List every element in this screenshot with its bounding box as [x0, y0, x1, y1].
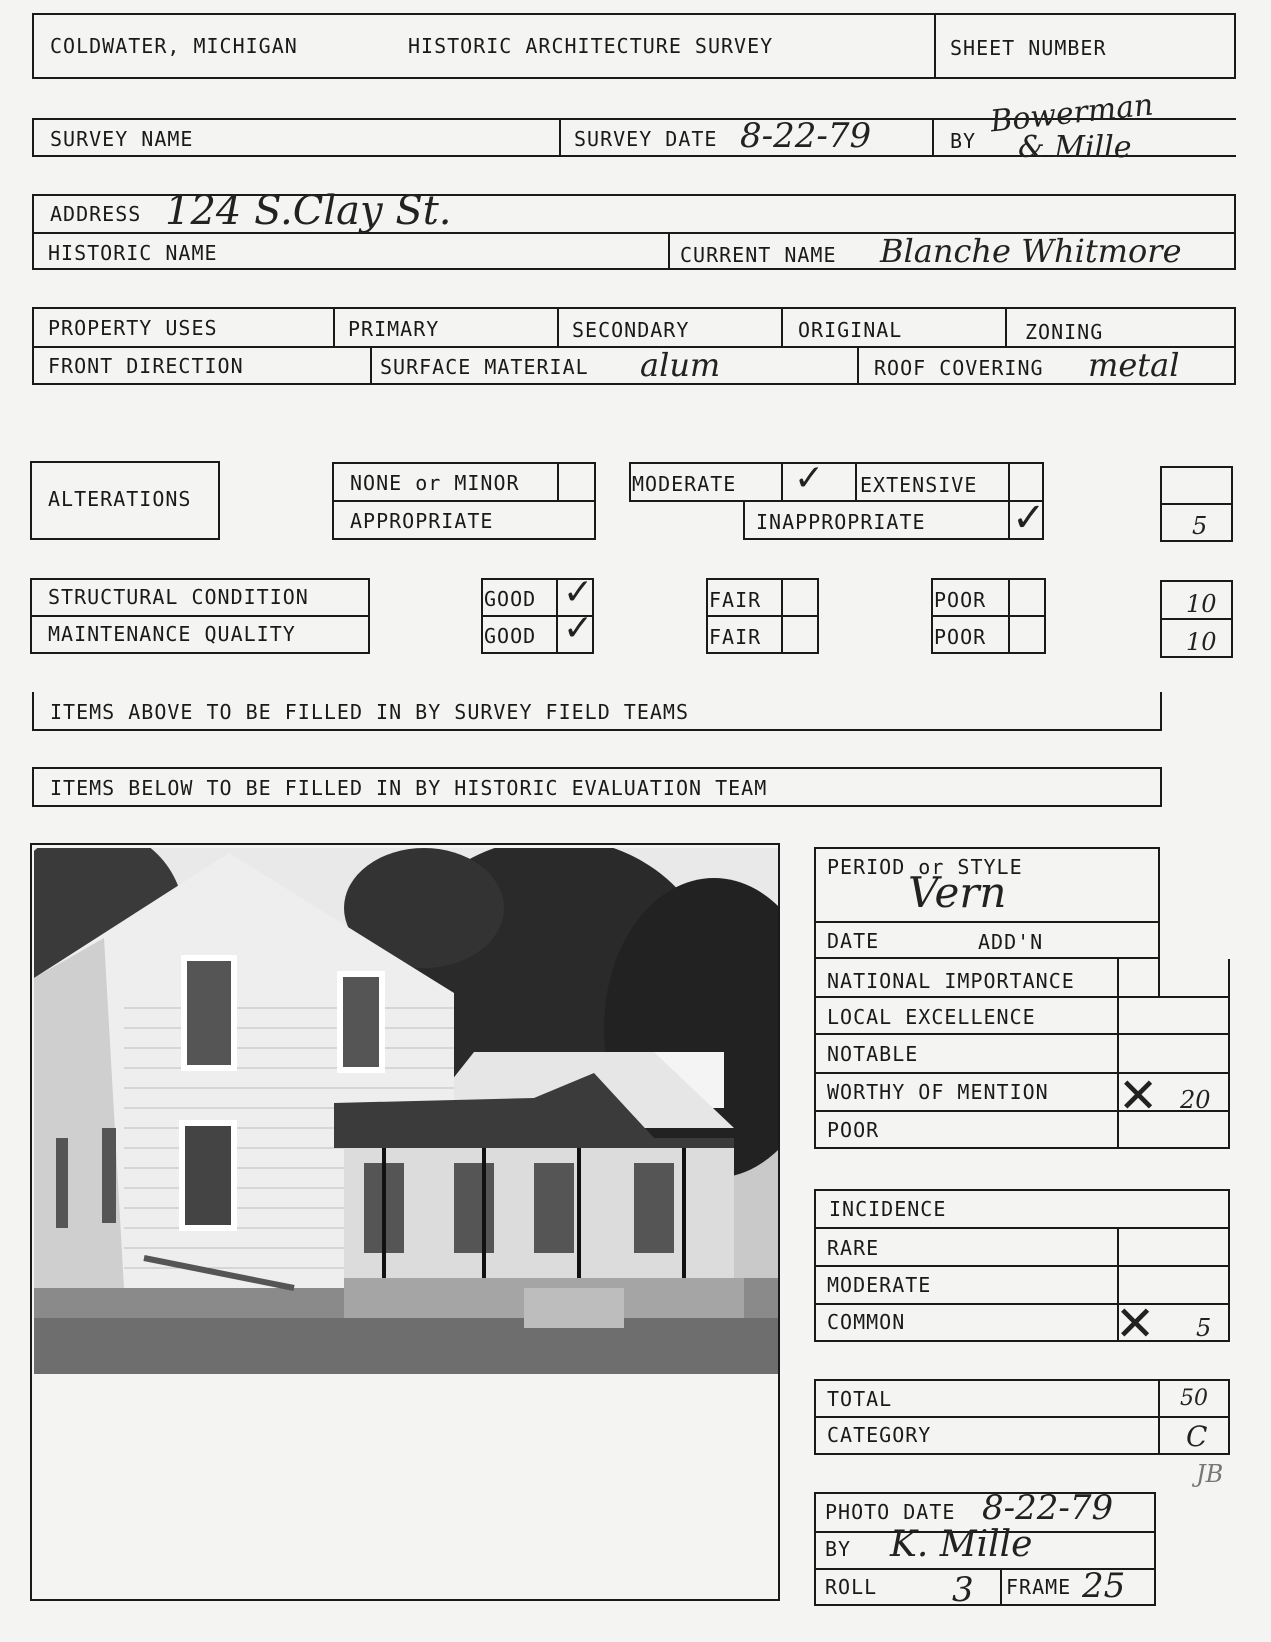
- notable-label: NOTABLE: [827, 1042, 919, 1066]
- extensive-label: EXTENSIVE: [860, 473, 978, 497]
- current-name-value: Blanche Whitmore: [880, 232, 1182, 270]
- imp-v2: [1158, 959, 1160, 996]
- maintenance-poor-label: POOR: [934, 625, 987, 649]
- roll-label: ROLL: [825, 1575, 878, 1599]
- pi-v: [1000, 1568, 1002, 1606]
- worthy-of-mention-label: WORTHY OF MENTION: [827, 1080, 1049, 1104]
- current-name-label: CURRENT NAME: [680, 243, 837, 267]
- property-divider: [32, 346, 1236, 348]
- cond-score-h: [1160, 618, 1233, 620]
- evaluation-note: ITEMS BELOW TO BE FILLED IN BY HISTORIC EVALUATION TEAM: [50, 776, 768, 800]
- photo-date-label: PHOTO DATE: [825, 1500, 956, 1524]
- alteration-score: 5: [1192, 512, 1208, 540]
- structural-condition-label: STRUCTURAL CONDITION: [48, 585, 309, 609]
- photographer-name: K. Mille: [890, 1524, 1033, 1565]
- header-divider: [934, 13, 936, 79]
- structural-score: 10: [1186, 590, 1217, 618]
- local-excellence-label: LOCAL EXCELLENCE: [827, 1005, 1036, 1029]
- structural-good-label: GOOD: [484, 587, 537, 611]
- structural-good-check: ✓: [563, 572, 594, 613]
- structural-poor-label: POOR: [934, 588, 987, 612]
- national-importance-label: NATIONAL IMPORTANCE: [827, 969, 1075, 993]
- inc-h2: [814, 1265, 1230, 1267]
- inappropriate-check: ✓: [1012, 495, 1046, 541]
- maintenance-score: 10: [1186, 628, 1217, 656]
- prop-div-4: [1005, 307, 1007, 346]
- front-direction-label: FRONT DIRECTION: [48, 354, 244, 378]
- alterations-label: ALTERATIONS: [48, 487, 192, 511]
- inappropriate-label: INAPPROPRIATE: [756, 510, 926, 534]
- common-label: COMMON: [827, 1310, 906, 1334]
- worthy-of-mention-mark: ✕: [1118, 1068, 1159, 1124]
- alt-mod-v3: [1008, 462, 1010, 502]
- roof-covering-label: ROOF COVERING: [874, 356, 1044, 380]
- address-value: 124 S.Clay St.: [165, 188, 452, 234]
- imp-h2: [814, 1033, 1230, 1035]
- evaluator-initials: JB: [1196, 1460, 1224, 1488]
- surveyor-name-2: & Mille: [1018, 130, 1132, 165]
- common-mark: ✕: [1115, 1296, 1156, 1352]
- fair-v: [781, 578, 783, 654]
- original-label: ORIGINAL: [798, 318, 903, 342]
- rare-label: RARE: [827, 1236, 880, 1260]
- inc-h1: [814, 1227, 1230, 1229]
- category-value: C: [1186, 1420, 1208, 1453]
- roll-value: 3: [952, 1570, 974, 1610]
- alt-grid-h: [332, 500, 596, 502]
- prop-div-3: [781, 307, 783, 346]
- maintenance-fair-label: FAIR: [709, 625, 762, 649]
- poor-v: [1008, 578, 1010, 654]
- zoning-label: ZONING: [1025, 320, 1104, 344]
- date-label: DATE: [827, 929, 880, 953]
- inc-h3: [814, 1303, 1230, 1305]
- alt-mod-v2: [855, 462, 857, 502]
- imp-h3: [814, 1072, 1230, 1074]
- fair-h: [706, 615, 819, 617]
- imp-h4: [814, 1110, 1230, 1112]
- photo-date-value: 8-22-79: [982, 1488, 1114, 1528]
- maintenance-good-label: GOOD: [484, 624, 537, 648]
- frame-label: FRAME: [1006, 1575, 1072, 1599]
- surface-material-label: SURFACE MATERIAL: [380, 355, 589, 379]
- form-title: HISTORIC ARCHITECTURE SURVEY: [408, 34, 774, 58]
- roof-covering-value: metal: [1088, 346, 1180, 384]
- survey-divider-2: [932, 118, 934, 157]
- good-v: [556, 578, 558, 654]
- city-label: COLDWATER, MICHIGAN: [50, 34, 298, 58]
- incidence-label: INCIDENCE: [829, 1197, 947, 1221]
- alt-mod-v1: [781, 462, 783, 502]
- worthy-of-mention-score: 20: [1180, 1086, 1211, 1114]
- tot-v: [1158, 1379, 1160, 1455]
- property-uses-label: PROPERTY USES: [48, 316, 218, 340]
- surface-material-value: alum: [640, 346, 721, 384]
- survey-divider-1: [559, 118, 561, 157]
- prop-div-5: [370, 346, 372, 385]
- current-name-divider: [668, 232, 670, 270]
- common-score: 5: [1196, 1314, 1212, 1342]
- poor-evaluation-label: POOR: [827, 1118, 880, 1142]
- maintenance-good-check: ✓: [563, 608, 594, 649]
- addn-label: ADD'N: [978, 930, 1044, 954]
- primary-label: PRIMARY: [348, 317, 440, 341]
- prop-div-2: [557, 307, 559, 346]
- survey-date-label: SURVEY DATE: [574, 127, 718, 151]
- prop-div-6: [857, 346, 859, 385]
- total-label: TOTAL: [827, 1387, 893, 1411]
- cond-label-h: [30, 615, 370, 617]
- period-style-label: PERIOD or STYLE: [827, 855, 1023, 879]
- period-date-h: [814, 921, 1160, 923]
- field-teams-note: ITEMS ABOVE TO BE FILLED IN BY SURVEY FIELD TEAMS: [50, 700, 690, 724]
- house-photo-svg: [34, 848, 778, 1374]
- period-style-value: Vern: [908, 868, 1007, 917]
- by-label: BY: [950, 129, 977, 153]
- frame-value: 25: [1082, 1566, 1126, 1606]
- imp-h1: [814, 996, 1230, 998]
- alt-inapp-v: [1008, 500, 1010, 540]
- alt-grid-v: [557, 462, 559, 500]
- moderate-label: MODERATE: [632, 472, 737, 496]
- sheet-number-label: SHEET NUMBER: [950, 36, 1107, 60]
- house-photo: [34, 848, 778, 1374]
- moderate-check: ✓: [794, 458, 825, 499]
- photo-by-label: BY: [825, 1537, 852, 1561]
- maintenance-quality-label: MAINTENANCE QUALITY: [48, 622, 296, 646]
- total-value: 50: [1180, 1386, 1208, 1411]
- poor-h: [931, 615, 1046, 617]
- none-minor-label: NONE or MINOR: [350, 471, 520, 495]
- moderate-incidence-label: MODERATE: [827, 1273, 932, 1297]
- survey-name-label: SURVEY NAME: [50, 127, 194, 151]
- prop-div-1: [333, 307, 335, 346]
- survey-date-value: 8-22-79: [740, 116, 872, 156]
- imp-v3: [1228, 959, 1230, 996]
- tot-h: [814, 1416, 1230, 1418]
- surveyor-name-1: Bowerman: [988, 87, 1155, 140]
- address-label: ADDRESS: [50, 202, 142, 226]
- appropriate-label: APPROPRIATE: [350, 509, 494, 533]
- alt-score-h: [1160, 503, 1233, 505]
- category-label: CATEGORY: [827, 1423, 932, 1447]
- structural-fair-label: FAIR: [709, 588, 762, 612]
- secondary-label: SECONDARY: [572, 318, 690, 342]
- historic-name-label: HISTORIC NAME: [48, 241, 218, 265]
